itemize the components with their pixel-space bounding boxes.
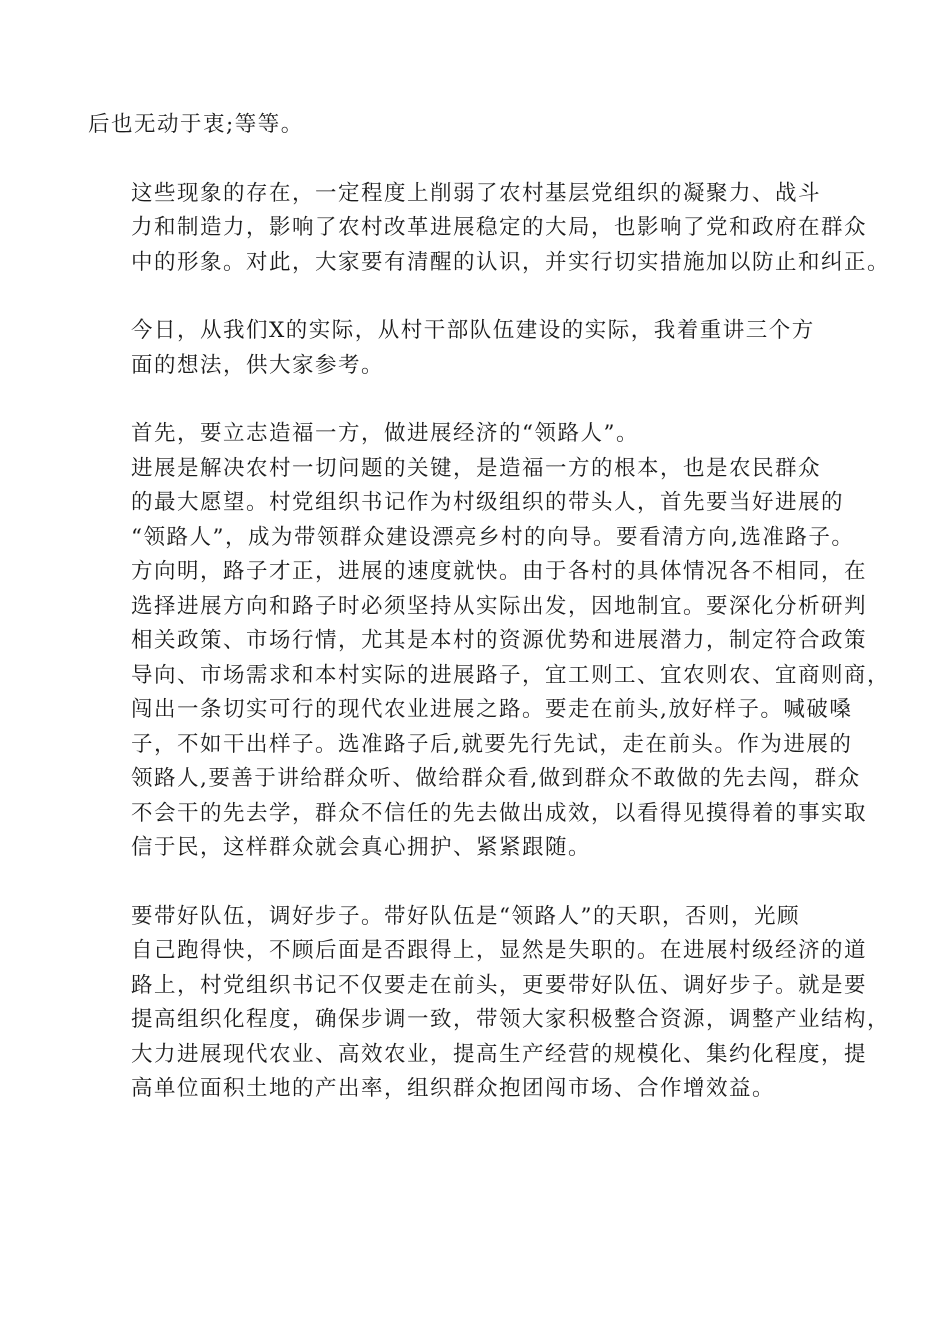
text-line: 提高组织化程度，确保步调一致，带领大家积极整合资源，调整产业结构， xyxy=(131,1007,891,1032)
paragraph-1 xyxy=(88,108,870,143)
text-line: 进展是解决农村一切问题的关键，是造福一方的根本，也是农民群众 xyxy=(131,455,822,481)
text-line: 的最大愿望。村党组织书记作为村级组织的带头人，首先要当好进展的 xyxy=(131,490,845,515)
text-line: 导向、市场需求和本村实际的进展路子，宜工则工、宜农则农、宜商则商， xyxy=(131,662,891,688)
text-line: 领路人,要善于讲给群众听、做给群众看,做到群众不敢做的先去闯，群众 xyxy=(131,766,861,791)
text-line: 方向明，路子才正，进展的速度就快。由于各村的具体情况各不相同，在 xyxy=(131,559,868,584)
text-line: 选择进展方向和路子时必须坚持从实际出发，因地制宜。要深化分析研判 xyxy=(131,593,868,619)
text-line: 面的想法，供大家参考。 xyxy=(131,352,385,378)
paragraph-3 xyxy=(88,314,870,383)
text-line: 自己跑得快，不顾后面是否跟得上，显然是失职的。在进展村级经济的道 xyxy=(131,938,868,963)
text-line: 大力进展现代农业、高效农业，提高生产经营的规模化、集约化程度，提 xyxy=(131,1041,868,1067)
paragraph-5 xyxy=(88,452,891,866)
text-line: 闯出一条切实可行的现代农业进展之路。要走在前头,放好样子。喊破嗓 xyxy=(131,697,853,722)
text-line: 力和制造力，影响了农村改革进展稳定的大局，也影响了党和政府在群众 xyxy=(131,215,868,240)
section-heading xyxy=(88,417,870,452)
document-page xyxy=(88,108,891,1107)
text-line: 这些现象的存在，一定程度上削弱了农村基层党组织的凝聚力、战斗 xyxy=(131,180,822,206)
text-line: 不会干的先去学，群众不信任的先去做出成效，以看得见摸得着的事实取 xyxy=(131,800,868,826)
text-line: 今日，从我们X的实际，从村干部队伍建设的实际，我着重讲三个方 xyxy=(131,318,815,343)
paragraph-2 xyxy=(88,177,891,281)
text-line: “领路人”，成为带领群众建设漂亮乡村的向导。要看清方向,选准路子。 xyxy=(131,524,855,550)
paragraph-6 xyxy=(88,900,891,1107)
text-line: 路上，村党组织书记不仅要走在前头，更要带好队伍、调好步子。就是要 xyxy=(131,972,868,998)
text-line: 信于民，这样群众就会真心拥护、紧紧跟随。 xyxy=(131,835,592,860)
text-line: 要带好队伍，调好步子。带好队伍是“领路人”的天职，否则，光顾 xyxy=(131,903,800,929)
text-line: 后也无动于衷;等等。 xyxy=(88,112,304,137)
text-line: 相关政策、市场行情，尤其是本村的资源优势和进展潜力，制定符合政策 xyxy=(131,628,868,653)
text-line: 首先，要立志造福一方，做进展经济的“领路人”。 xyxy=(131,421,639,446)
text-line: 中的形象。对此，大家要有清醒的认识，并实行切实措施加以防止和纠正。 xyxy=(131,249,891,275)
text-line: 子，不如干出样子。选准路子后,就要先行先试，走在前头。作为进展的 xyxy=(131,731,853,757)
text-line: 高单位面积土地的产出率，组织群众抱团闯市场、合作增效益。 xyxy=(131,1076,776,1101)
